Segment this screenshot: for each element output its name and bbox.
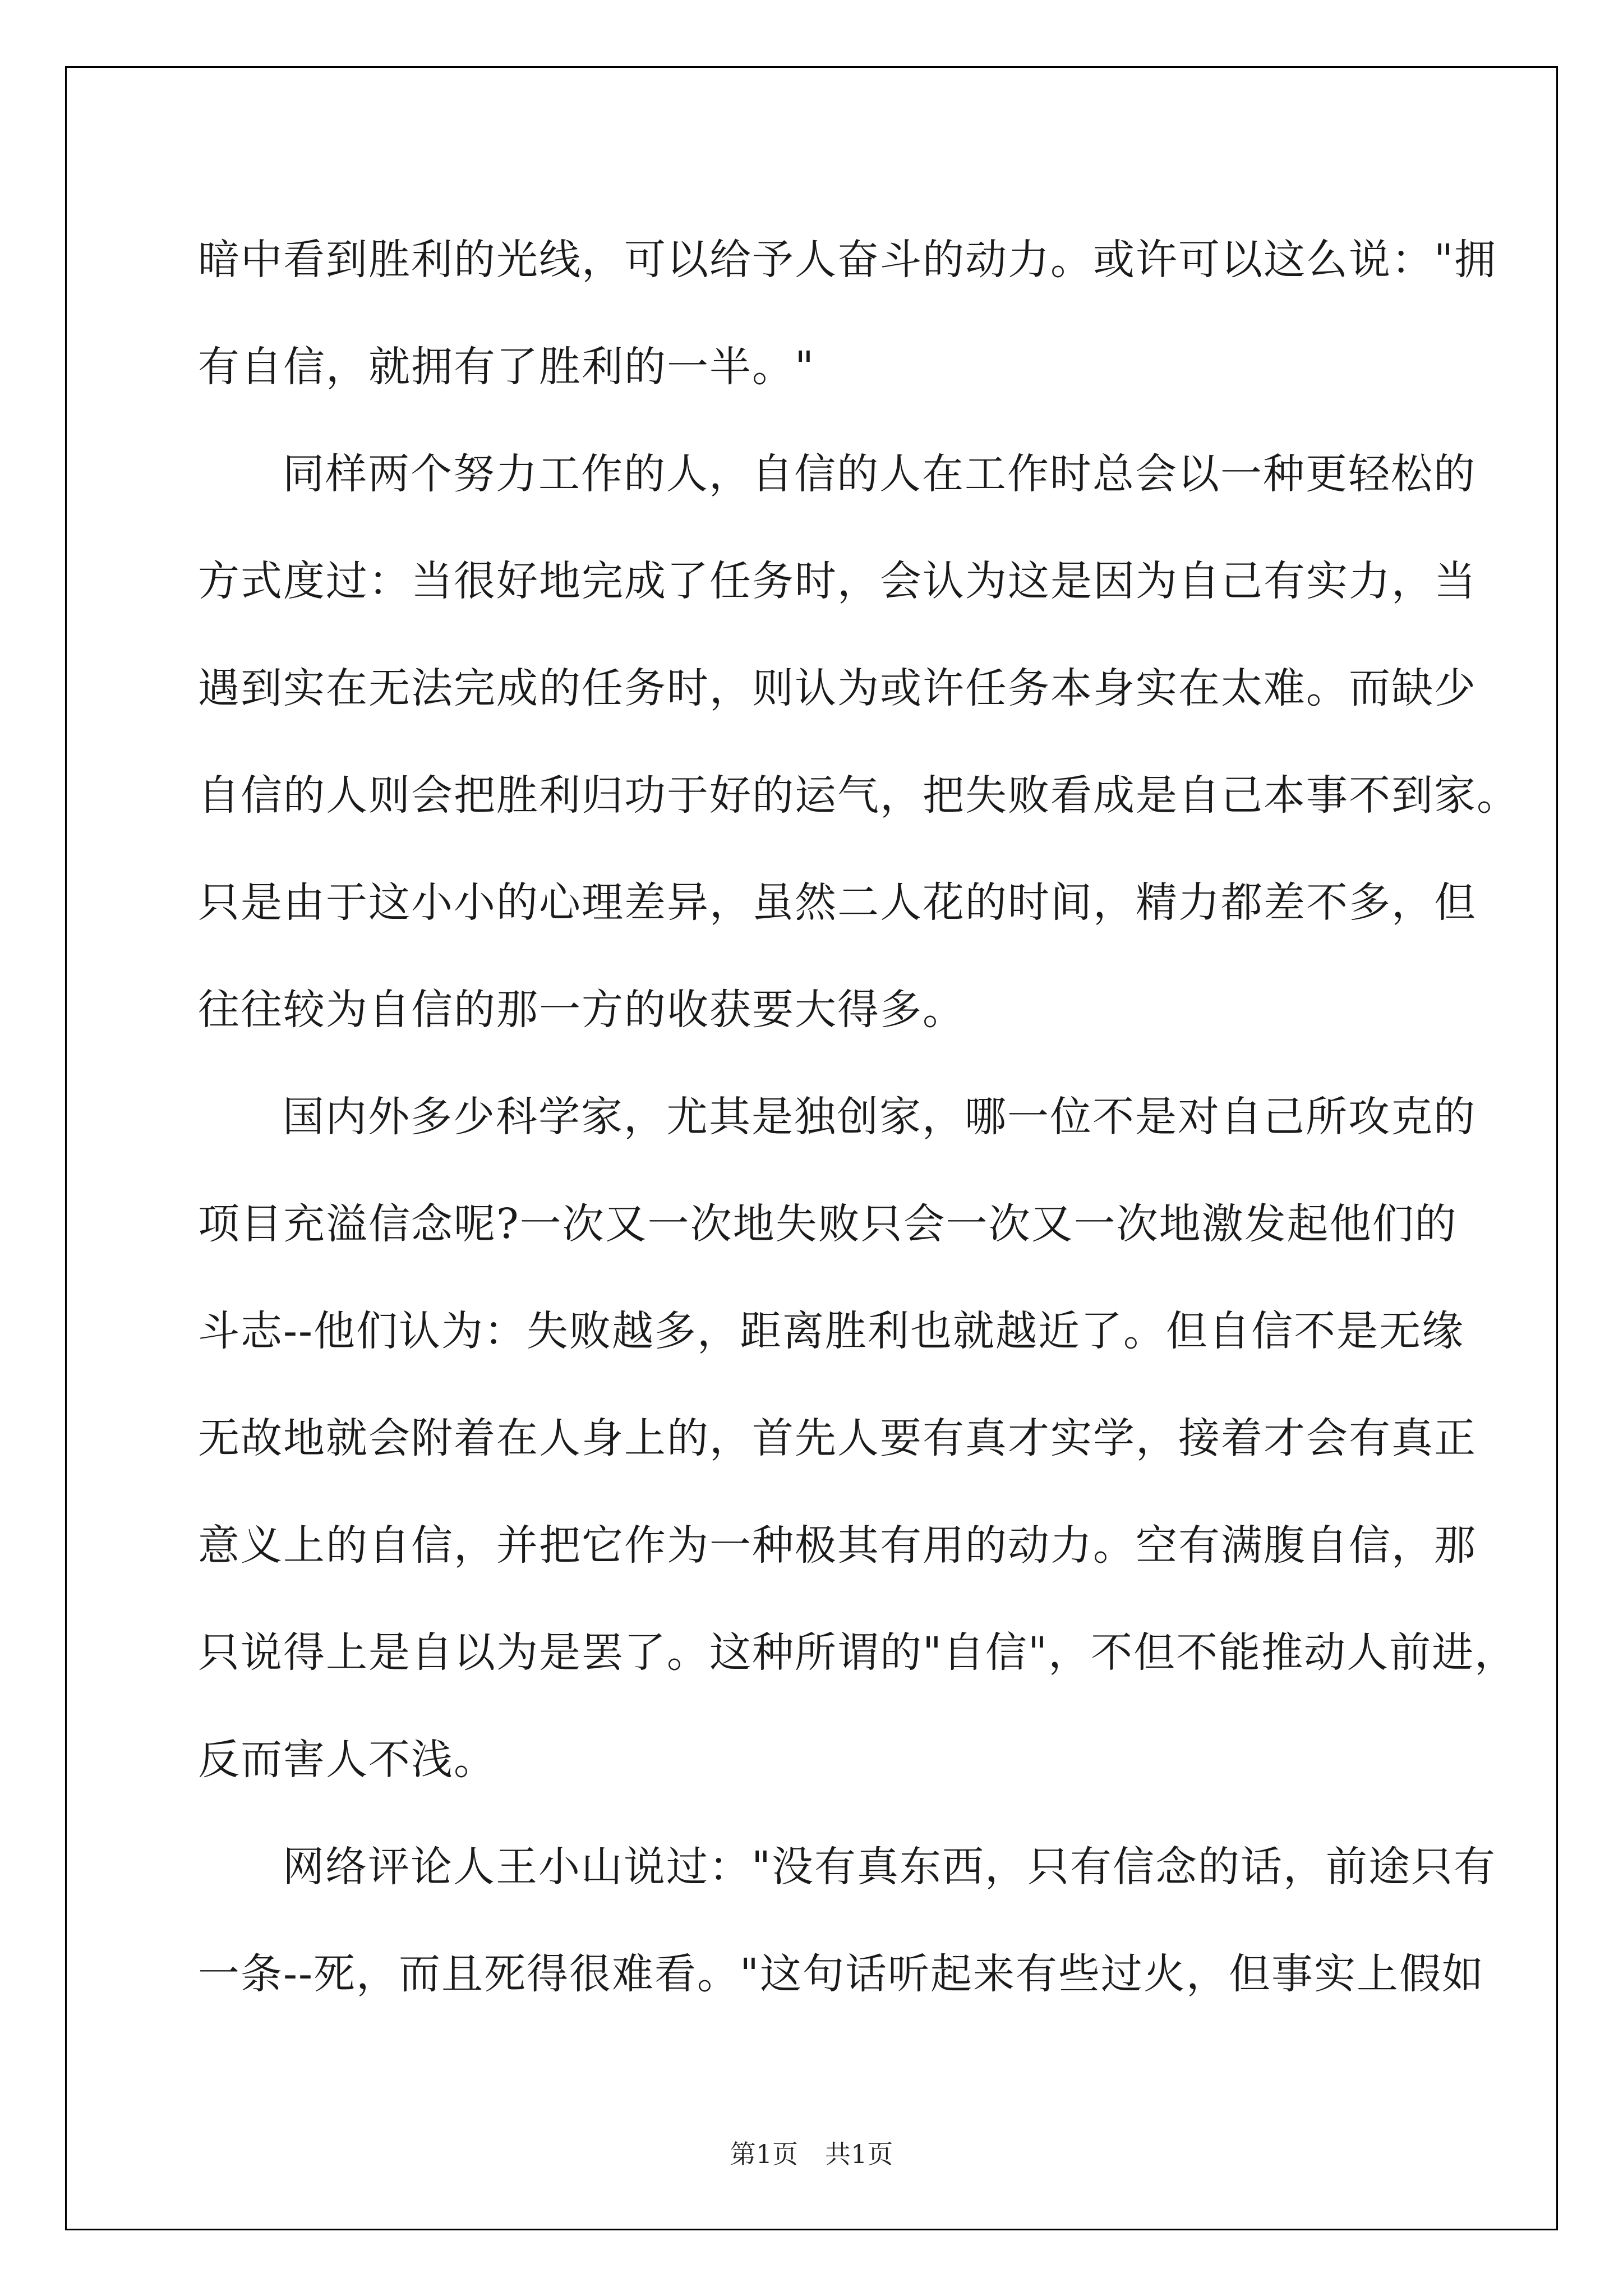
page-total: 共1页 [825, 2139, 893, 2169]
text-line: 项目充溢信念呢?一次又一次地失败只会一次又一次地激发起他们的 [198, 1200, 1458, 1248]
text-line: 只说得上是自以为是罢了。这种所谓的"自信"，不但不能推动人前进， [198, 1628, 1518, 1677]
text-line: 有自信，就拥有了胜利的一半。" [198, 343, 815, 391]
text-line: 意义上的自信，并把它作为一种极其有用的动力。空有满腹自信，那 [198, 1521, 1477, 1570]
text-line: 往往较为自信的那一方的收获要大得多。 [198, 986, 965, 1034]
text-line: 斗志--他们认为：失败越多，距离胜利也就越近了。但自信不是无缘 [198, 1307, 1465, 1355]
page-footer [0, 2137, 1623, 2171]
document-body [198, 206, 1519, 2028]
text-line: 同样两个努力工作的人，自信的人在工作时总会以一种更轻松的 [283, 450, 1476, 498]
text-line: 自信的人则会把胜利归功于好的运气，把失败看成是自己本事不到家。 [198, 771, 1519, 820]
page-number: 第1页 [730, 2139, 798, 2169]
text-line: 只是由于这小小的心理差异，虽然二人花的时间，精力都差不多，但 [198, 878, 1477, 927]
text-line: 国内外多少科学家，尤其是独创家，哪一位不是对自己所攻克的 [283, 1093, 1476, 1141]
text-line: 一条--死，而且死得很难看。"这句话听起来有些过火，但事实上假如 [198, 1950, 1485, 1998]
text-line: 反而害人不浅。 [198, 1736, 496, 1784]
text-line: 方式度过：当很好地完成了任务时，会认为这是因为自己有实力，当 [198, 557, 1477, 605]
text-line: 无故地就会附着在人身上的，首先人要有真才实学，接着才会有真正 [198, 1414, 1477, 1462]
text-line: 网络评论人王小山说过："没有真东西，只有信念的话，前途只有 [283, 1843, 1497, 1891]
text-line: 暗中看到胜利的光线，可以给予人奋斗的动力。或许可以这么说："拥 [198, 236, 1497, 284]
text-line: 遇到实在无法完成的任务时，则认为或许任务本身实在太难。而缺少 [198, 664, 1477, 712]
